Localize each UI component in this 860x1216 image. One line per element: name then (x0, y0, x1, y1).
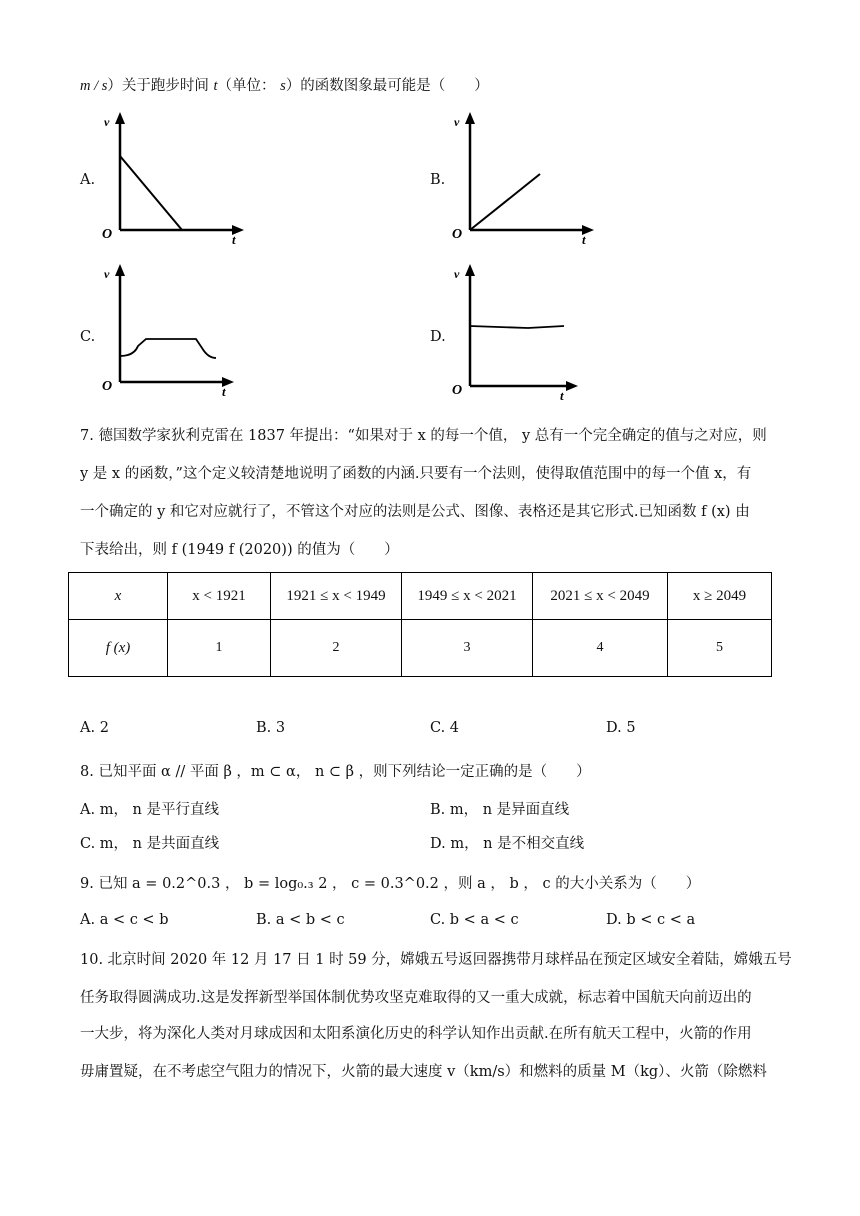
table-cell: 3 (402, 620, 533, 677)
q9-choice-b: B. a < b < c (256, 912, 345, 928)
axis-v: v (454, 115, 460, 129)
q8-choice-d: D. m， n 是不相交直线 (430, 836, 585, 852)
q7-choice-b: B. 3 (256, 720, 286, 736)
q9-choice-c: C. b < a < c (430, 912, 519, 928)
option-c-label: C. (80, 329, 96, 345)
table-header-cell: x < 1921 (168, 573, 271, 620)
table-header-cell: x ≥ 2049 (668, 573, 772, 620)
table-cell: 5 (668, 620, 772, 677)
table-cell: 1 (168, 620, 271, 677)
graph-a (98, 110, 248, 250)
axis-t: t (582, 232, 586, 247)
q10-line-3: 一大步，将为深化人类对月球成因和太阳系演化历史的科学认知作出贡献.在所有航天工程中，火箭的作用 (80, 1026, 752, 1042)
q7-line-1: 7. 德国数学家狄利克雷在 1837 年提出：“如果对于 x 的每一个值， y 总有一个完全确定的值与之对应，则 (80, 428, 767, 444)
q7-choice-a: A. 2 (80, 720, 109, 736)
axis-v: v (104, 267, 110, 281)
q7-choice-d: D. 5 (606, 720, 636, 736)
axis-t: t (222, 384, 226, 399)
q8-choice-a: A. m， n 是平行直线 (80, 802, 219, 818)
q10-line-1: 10. 北京时间 2020 年 12 月 17 日 1 时 59 分，嫦娥五号返回器携带月球样品在预定区域安全着陆，嫦娥五号 (80, 952, 792, 968)
table-cell: 2 (271, 620, 402, 677)
origin: O (452, 227, 463, 242)
option-a-label: A. (80, 172, 96, 188)
q6-s: s (280, 78, 286, 94)
option-b-label: B. (430, 172, 446, 188)
q8-choice-c: C. m， n 是共面直线 (80, 836, 220, 852)
table-header-cell: 1949 ≤ x < 2021 (402, 573, 533, 620)
axis-t: t (232, 232, 236, 247)
graph-b (448, 110, 598, 250)
origin: O (102, 227, 113, 242)
table-header-cell: 2021 ≤ x < 2049 (533, 573, 668, 620)
table-cell: f (x) (69, 620, 168, 677)
q7-line-3: 一个确定的 y 和它对应就行了，不管这个对应的法则是公式、图像、表格还是其它形式.已知函数 f (x) 由 (80, 504, 750, 520)
table-header-cell: x (69, 573, 168, 620)
table-header-cell: 1921 ≤ x < 1949 (271, 573, 402, 620)
axis-t: t (560, 388, 564, 402)
option-d-label: D. (430, 329, 446, 345)
axis-v: v (104, 115, 110, 129)
table-row (69, 573, 772, 620)
q7-choice-c: C. 4 (430, 720, 460, 736)
function-table (68, 572, 772, 677)
q6-var-t: t (213, 78, 218, 94)
q6-tail: ）的函数图象最可能是（ ） (285, 78, 489, 94)
q10-line-2: 任务取得圆满成功.这是发挥新型举国体制优势攻坚克难取得的又一重大成就，标志着中国航天向前迈出的 (80, 990, 752, 1006)
q10-line-4: 毋庸置疑，在不考虑空气阻力的情况下，火箭的最大速度 v（km/s）和燃料的质量 M（kg）、火箭（除燃料 (80, 1064, 767, 1080)
q9-choice-d: D. b < c < a (606, 912, 696, 928)
origin: O (102, 379, 113, 394)
graph-d (448, 262, 598, 402)
q8-choice-b: B. m， n 是异面直线 (430, 802, 570, 818)
q7-line-2: y 是 x 的函数，”这个定义较清楚地说明了函数的内涵.只要有一个法则，使得取值范围中的每一个值 x，有 (80, 466, 752, 482)
table-row (69, 620, 772, 677)
origin: O (452, 383, 463, 398)
axis-v: v (454, 267, 460, 281)
q6-unitpar: （单位： (217, 78, 276, 94)
unit-ms: m / s (80, 78, 108, 94)
q6-line (80, 74, 489, 95)
q9-choice-a: A. a < c < b (80, 912, 169, 928)
q6-text: ）关于跑步时间 (107, 78, 209, 94)
graph-c (98, 262, 248, 402)
q9-stem: 9. 已知 a = 0.2^0.3 ， b = log₀.₃ 2 ， c = 0.3^0.2 ，则 a ， b ， c 的大小关系为（ ） (80, 876, 701, 892)
table-cell: 4 (533, 620, 668, 677)
q8-stem: 8. 已知平面 α // 平面 β ，m ⊂ α， n ⊂ β ，则下列结论一定正确的是（ ） (80, 764, 591, 780)
q7-line-4: 下表给出，则 f (1949 f (2020)) 的值为（ ） (80, 542, 399, 558)
